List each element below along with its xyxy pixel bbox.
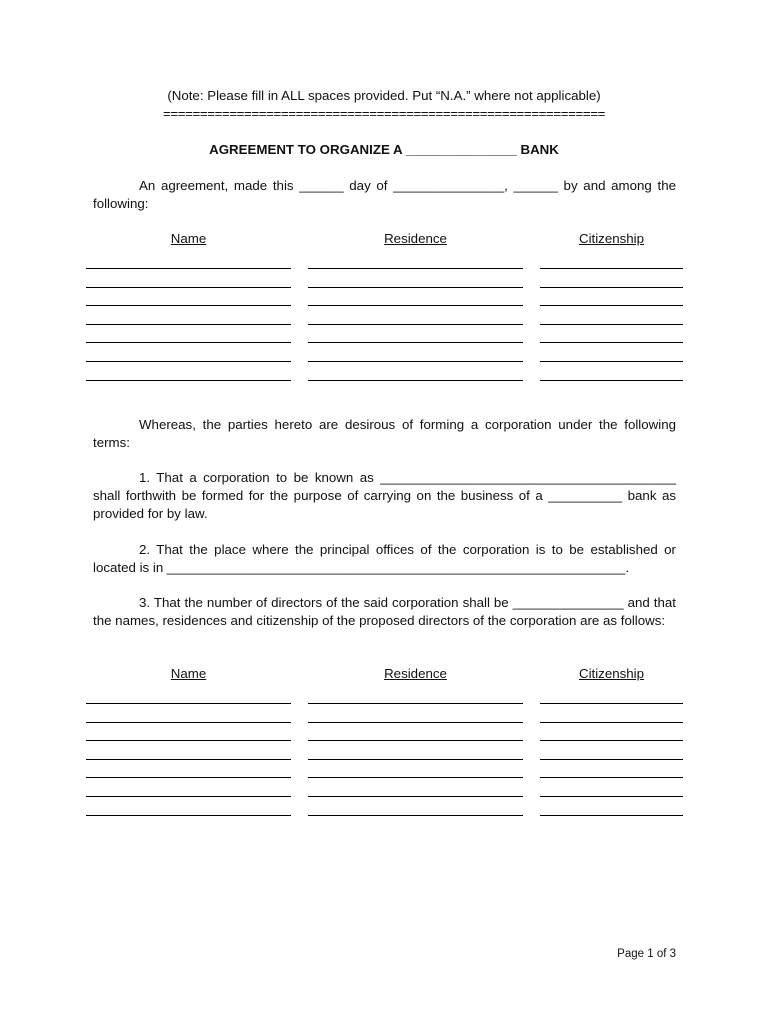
table2-residence-blank-line[interactable] [308, 815, 523, 816]
instruction-note: (Note: Please fill in ALL spaces provided. Put “N.A.” where not applicable) [167, 88, 601, 103]
table2-residence-blank-line[interactable] [308, 703, 523, 704]
table2-citizenship-blank-line[interactable] [540, 722, 683, 723]
table1-name-blank-line[interactable] [86, 287, 291, 288]
table1-residence-blank-line[interactable] [308, 268, 523, 269]
table1-citizenship-blank-line[interactable] [540, 342, 683, 343]
page-number: Page 1 of 3 [617, 948, 676, 960]
table1-citizenship-blank-line[interactable] [540, 361, 683, 362]
table1-residence-blank-line[interactable] [308, 305, 523, 306]
table2-citizenship-blank-line[interactable] [540, 777, 683, 778]
table1-name-blank-line[interactable] [86, 268, 291, 269]
table2-citizenship-blank-line[interactable] [540, 740, 683, 741]
table2-citizenship-blank-line[interactable] [540, 703, 683, 704]
table2-residence-blank-line[interactable] [308, 796, 523, 797]
table2-citizenship-blank-line[interactable] [540, 759, 683, 760]
table2-residence-blank-line[interactable] [308, 759, 523, 760]
table2-residence-blank-line[interactable] [308, 740, 523, 741]
table1-name-blank-line[interactable] [86, 380, 291, 381]
table2-citizenship-blank-line[interactable] [540, 815, 683, 816]
table1-residence-blank-line[interactable] [308, 342, 523, 343]
table1-header-citizenship: Citizenship [578, 231, 645, 246]
table2-header-residence: Residence [384, 666, 447, 681]
table2-name-blank-line[interactable] [86, 777, 291, 778]
table2-name-blank-line[interactable] [86, 722, 291, 723]
table2-header-name: Name [170, 666, 207, 681]
table1-header-name: Name [170, 231, 207, 246]
table1-name-blank-line[interactable] [86, 342, 291, 343]
table1-header-residence: Residence [384, 231, 447, 246]
table2-name-blank-line[interactable] [86, 703, 291, 704]
table1-residence-blank-line[interactable] [308, 287, 523, 288]
table1-citizenship-blank-line[interactable] [540, 287, 683, 288]
table1-name-blank-line[interactable] [86, 361, 291, 362]
table2-residence-blank-line[interactable] [308, 777, 523, 778]
table1-name-blank-line[interactable] [86, 305, 291, 306]
table2-citizenship-blank-line[interactable] [540, 796, 683, 797]
term-2-paragraph: 2. That the place where the principal offices of the corporation is to be established or located is in ______________________________________________________________. [93, 542, 676, 576]
term-3-paragraph: 3. That the number of directors of the said corporation shall be _______________ and that the names, residences and citizenship of the proposed directors of the corporation are as follows: [93, 595, 676, 629]
table1-residence-blank-line[interactable] [308, 361, 523, 362]
term-1-paragraph: 1. That a corporation to be known as ________________________________________ shall forthwith be formed for the purpose of carrying on the business of a __________ bank as provided for by law. [93, 470, 676, 522]
intro-paragraph: An agreement, made this ______ day of _______________, ______ by and among the following: [93, 178, 676, 212]
table2-residence-blank-line[interactable] [308, 722, 523, 723]
table1-citizenship-blank-line[interactable] [540, 305, 683, 306]
table1-residence-blank-line[interactable] [308, 380, 523, 381]
table2-name-blank-line[interactable] [86, 796, 291, 797]
table2-name-blank-line[interactable] [86, 740, 291, 741]
table2-header-citizenship: Citizenship [578, 666, 645, 681]
table1-citizenship-blank-line[interactable] [540, 268, 683, 269]
table2-name-blank-line[interactable] [86, 815, 291, 816]
whereas-paragraph: Whereas, the parties hereto are desirous of forming a corporation under the following terms: [93, 417, 676, 451]
table1-residence-blank-line[interactable] [308, 324, 523, 325]
document-title: AGREEMENT TO ORGANIZE A _______________ BANK [209, 142, 559, 157]
separator-rule: ============================================================ [163, 106, 605, 121]
table1-citizenship-blank-line[interactable] [540, 380, 683, 381]
table1-name-blank-line[interactable] [86, 324, 291, 325]
table1-citizenship-blank-line[interactable] [540, 324, 683, 325]
table2-name-blank-line[interactable] [86, 759, 291, 760]
